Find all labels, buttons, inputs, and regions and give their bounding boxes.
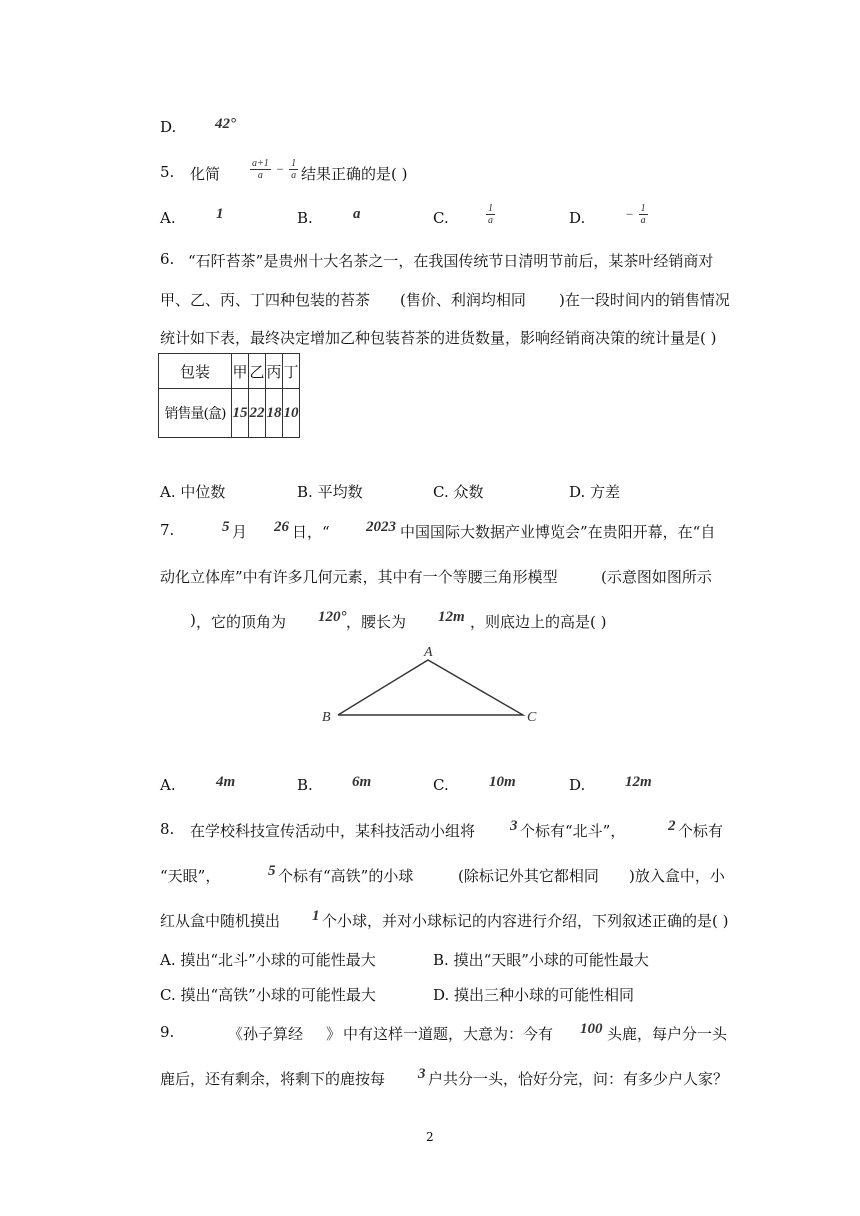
vertex-b-label: B: [322, 710, 331, 725]
q5-option-a-value: 1: [216, 206, 224, 222]
q6-option-b: B. 平均数: [297, 483, 363, 501]
table-header-cell: 丁: [283, 354, 300, 389]
q6-line-2c: )在一段时间内的销售情况: [559, 291, 730, 309]
triangle-shape: [338, 660, 523, 715]
q8-count-drawn: 1: [312, 908, 320, 924]
q7-text-2: 日，“: [292, 523, 330, 541]
q7-option-c-value: 10m: [489, 774, 516, 790]
q5-fraction-2: $\frac{1}{a}$: [291, 158, 297, 181]
q6-line-3: 统计如下表，最终决定增加乙种包装苔茶的进货数量，影响经销商决策的统计量是( ): [160, 329, 717, 347]
q9-line-2a: 鹿后，还有剩余，将剩下的鹿按每: [160, 1070, 386, 1088]
q7-text-1: 月: [232, 523, 248, 541]
q8-line-1a: 在学校科技宣传活动中，某科技活动小组将: [190, 822, 476, 840]
q9-line-1d: 头鹿，每户分一头: [607, 1025, 728, 1043]
q7-option-b-label: B.: [297, 776, 313, 794]
q9-deer-count: 100: [580, 1021, 603, 1037]
table-cell: 18: [266, 389, 283, 438]
q8-option-b: B. 摸出“天眼”小球的可能性最大: [433, 951, 649, 969]
q6-line-2b: (售价、利润均相同: [400, 291, 526, 309]
q7-angle: 120°: [318, 609, 347, 625]
q8-line-3a: 红从盒中随机摸出: [160, 912, 281, 930]
q8-count-tianyan: 2: [668, 818, 676, 834]
minus-sign: −: [625, 206, 634, 222]
q8-line-1c: 个标有: [678, 822, 724, 840]
table-header-cell: 甲: [232, 354, 249, 389]
q5-fraction-1: $\frac{a+1}{a}$: [252, 158, 269, 181]
q9-number: 9.: [160, 1023, 175, 1041]
vertex-c-label: C: [527, 710, 537, 725]
q7-line-3c: ，腰长为: [346, 613, 407, 631]
q7-line-3b: ，它的顶角为: [196, 613, 287, 631]
vertex-a-label: A: [424, 645, 433, 660]
q8-line-2c: (除标记外其它都相同: [458, 867, 599, 885]
q5-text: 化简: [190, 165, 221, 183]
q5-expression: [250, 158, 298, 181]
q7-leg: 12m: [438, 609, 465, 625]
table-cell: 15: [232, 389, 249, 438]
q6-sales-table: [158, 353, 300, 438]
q7-option-d-value: 12m: [625, 774, 652, 790]
q9-line-2b: 户共分一头，恰好分完，问：有多少户人家？: [428, 1070, 729, 1088]
table-cell: 10: [283, 389, 300, 438]
q8-line-1b: 个标有“北斗”，: [520, 822, 626, 840]
q7-month: 5: [222, 519, 230, 535]
q4-option-d: [160, 118, 176, 136]
q7-line-2b: (示意图如图所示: [601, 568, 712, 586]
q6-option-a: A. 中位数: [160, 483, 226, 501]
q4-option-d-value: 42°: [215, 116, 236, 132]
q9-line-1b: 》: [326, 1025, 342, 1043]
q7-option-b-value: 6m: [352, 774, 372, 790]
q9-households-per-deer: 3: [418, 1066, 426, 1082]
q6-option-d: D. 方差: [569, 483, 621, 501]
q7-day: 26: [274, 519, 289, 535]
q7-number: 7.: [160, 521, 175, 539]
table-header-cell: 丙: [266, 354, 283, 389]
q8-count-beidou: 3: [510, 818, 518, 834]
q5-option-b-value: a: [353, 206, 361, 222]
q7-line-3a: ): [190, 611, 196, 629]
q8-line-2d: )放入盒中，小: [629, 867, 725, 885]
q5-option-d-value: [625, 203, 648, 226]
q6-line-2a: 甲、乙、丙、丁四种包装的苔茶: [160, 291, 371, 309]
q5-option-c-label: C.: [433, 209, 449, 227]
table-row-label: 销售量(盒): [159, 389, 232, 438]
table-header-label: 包装: [159, 354, 232, 389]
table-cell: 22: [249, 389, 266, 438]
q9-line-1a: 《孙子算经: [228, 1025, 304, 1043]
q8-option-a: A. 摸出“北斗”小球的可能性最大: [160, 951, 376, 969]
q7-option-a-value: 4m: [216, 774, 236, 790]
q7-option-a-label: A.: [160, 776, 176, 794]
q5-option-c-fraction: $\frac{1}{a}$: [488, 203, 493, 226]
q8-number: 8.: [160, 820, 175, 838]
q7-triangle-figure: [318, 640, 548, 730]
q7-line-3d: ，则底边上的高是( ): [470, 613, 607, 631]
q6-number: 6.: [160, 250, 175, 268]
table-header-cell: 乙: [249, 354, 266, 389]
q6-option-c: C. 众数: [433, 483, 484, 501]
page-number: 2: [426, 1130, 434, 1144]
q8-option-d: D. 摸出三种小球的可能性相同: [433, 986, 635, 1004]
q8-count-gaotie: 5: [268, 863, 276, 879]
q8-option-c: C. 摸出“高铁”小球的可能性最大: [160, 986, 376, 1004]
q7-line-2a: 动化立体库”中有许多几何元素，其中有一个等腰三角形模型: [160, 568, 558, 586]
q8-line-3b: 个小球，并对小球标记的内容进行介绍，下列叙述正确的是( ): [322, 912, 729, 930]
q7-year: 2023: [366, 519, 396, 535]
q5-option-d-fraction: $\frac{1}{a}$: [640, 203, 646, 226]
q5-option-d-label: D.: [569, 209, 586, 227]
q5-option-a-label: A.: [160, 209, 176, 227]
q7-option-c-label: C.: [433, 776, 449, 794]
q9-line-1c: 中有这样一道题，大意为：今有: [343, 1025, 554, 1043]
q7-option-d-label: D.: [569, 776, 586, 794]
minus-sign: −: [275, 161, 285, 177]
q5-option-c-value: [486, 203, 495, 226]
table-row: [159, 354, 300, 389]
q7-text-3: 中国国际大数据产业博览会”在贵阳开幕，在“自: [400, 523, 716, 541]
option-label: D.: [160, 118, 177, 136]
q8-line-2b: 个标有“高铁”的小球: [278, 867, 414, 885]
q5-option-b-label: B.: [297, 209, 313, 227]
q8-line-2a: “天眼”，: [160, 867, 221, 885]
q5-number: 5.: [160, 163, 175, 181]
q6-line-1: “石阡苔茶”是贵州十大名茶之一，在我国传统节日清明节前后，某茶叶经销商对: [188, 252, 714, 270]
table-row: [159, 389, 300, 438]
q5-text-end: 结果正确的是( ): [301, 165, 408, 183]
